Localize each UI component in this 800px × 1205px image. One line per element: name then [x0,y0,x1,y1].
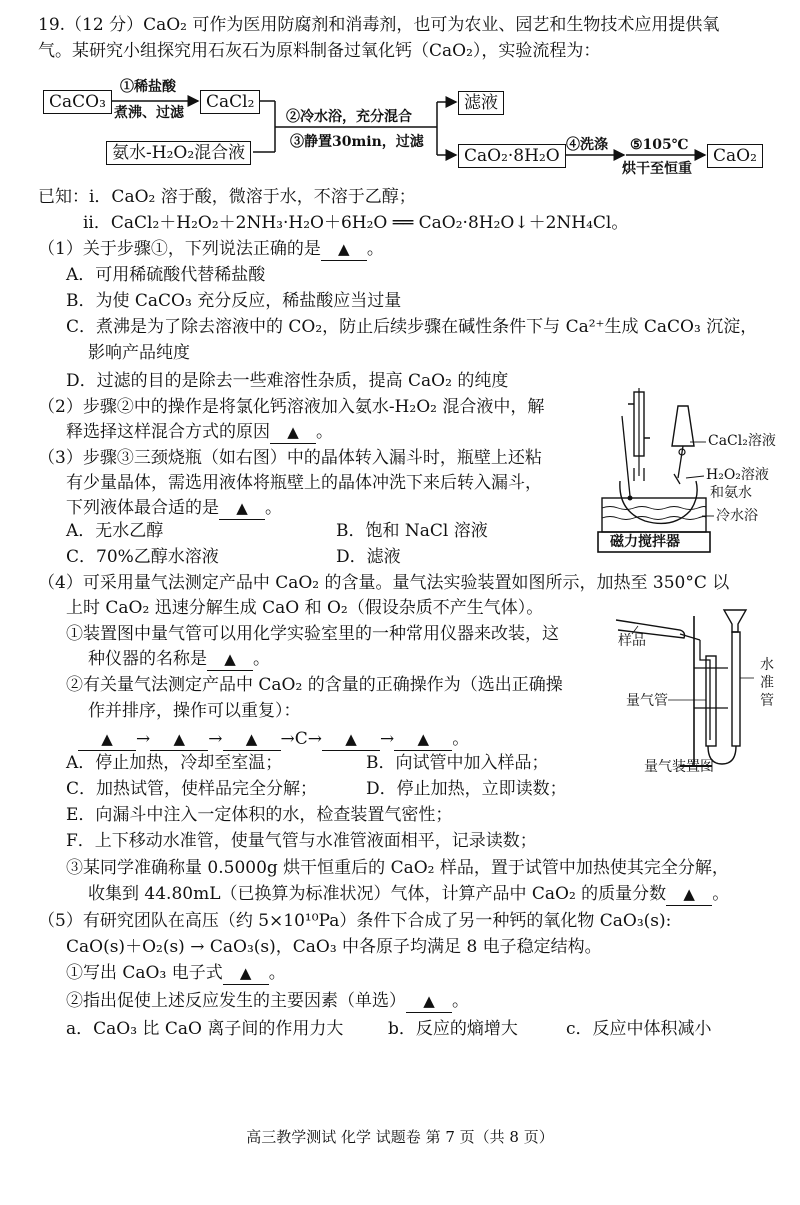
answer-triangle-icon: ▲ [338,240,350,258]
gas-label-level-3: 管 [760,693,774,709]
answer-triangle-icon: ▲ [224,650,236,668]
flow-box-cao2-hydrate: CaO₂·8H₂O [458,144,566,168]
q4-sub1-line-1: ①装置图中量气管可以用化学实验室里的一种常用仪器来改装，这 [66,624,559,644]
answer-triangle-icon: ▲ [287,423,299,441]
answer-triangle-icon: ▲ [245,730,258,748]
q4-option-b: B．向试管中加入样品； [366,753,549,773]
q1-option-b: B．为使 CaCO₃ 充分反应，稀盐酸应当过量 [66,291,402,311]
gas-label-burette: 量气管 [626,693,668,709]
flow-box-mixture: 氨水-H₂O₂混合液 [106,141,251,165]
q4-sub3-tail: 。 [712,884,730,904]
flow-box-filtrate: 滤液 [458,91,504,115]
q1-option-c-line-2: 影响产品纯度 [88,343,190,363]
flow-step5-temp: ⑤105℃ [630,137,689,153]
q2-tail: 。 [316,422,333,442]
q1-option-a: A．可用稀硫酸代替稀盐酸 [66,265,266,285]
question-intro-line-1: 19.（12 分）CaO₂ 可作为医用防腐剂和消毒剂，也可为农业、园艺和生物技术应用提供氧 [38,15,720,35]
q4-seq-blank-5[interactable] [394,728,452,751]
answer-triangle-icon: ▲ [345,730,357,748]
flow-chart [0,80,800,180]
q4-line-2: 上时 CaO₂ 迅速分解生成 CaO 和 O₂（假设杂质不产生气体）。 [66,598,544,618]
page-footer: 高三教学测试 化学 试题卷 第 7 页（共 8 页） [246,1128,554,1146]
known-line-2: ii．CaCl₂＋H₂O₂＋2NH₃·H₂O＋6H₂O ══ CaO₂·8H₂O↓＋2NH₄Cl。 [83,213,629,233]
answer-triangle-icon: ▲ [417,730,430,748]
q5-sub1-answer-blank[interactable] [223,962,269,985]
q1-stem-text: （1）关于步骤①，下列说法正确的是 [38,239,321,259]
q4-seq-blank-1[interactable] [78,728,136,751]
q5-line-1: （5）有研究团队在高压（约 5×10¹⁰Pa）条件下合成了另一种钙的氧化物 CaO₃(s): [38,911,672,931]
q5-option-b: b．反应的熵增大 [388,1019,518,1039]
flow-step1-operation: 煮沸、过滤 [114,105,184,121]
q3-line-3 [66,497,282,520]
flask-apparatus-figure [590,386,790,556]
known-line-1: 已知：i．CaO₂ 溶于酸，微溶于水，不溶于乙醇； [38,187,416,207]
q3-option-b: B．饱和 NaCl 溶液 [336,521,488,541]
gas-measurement-figure [608,596,788,776]
q4-sub3-line-1: ③某同学准确称量 0.5000g 烘干恒重后的 CaO₂ 样品，置于试管中加热使其完全分解， [66,858,729,878]
gas-figure-caption: 量气装置图 [644,759,714,775]
q4-sub2-line-2: 作并排序，操作可以重复）： [88,701,301,721]
gas-label-level-1: 水 [760,657,774,673]
q3-option-d: D．滤液 [336,547,401,567]
q4-line-1: （4）可采用量气法测定产品中 CaO₂ 的含量。量气法实验装置如图所示，加热至 350°C 以 [38,573,730,593]
answer-triangle-icon: ▲ [683,885,695,903]
q3-option-c: C．70%乙醇水溶液 [66,547,219,567]
q4-seq-tail: 。 [452,729,470,749]
flask-label-cacl2: CaCl₂溶液 [708,433,776,449]
q4-sub1-line-2 [88,648,270,671]
q3-option-a: A．无水乙醇 [66,521,164,541]
q3-line-3-text: 下列液体最合适的是 [66,498,219,518]
q5-sub2 [66,990,469,1013]
flow-step5-operation: 烘干至恒重 [622,161,692,177]
q5-option-a: a．CaO₃ 比 CaO 离子间的作用力大 [66,1019,344,1039]
q1-answer-blank[interactable] [321,238,367,261]
q4-option-a: A．停止加热，冷却至室温； [66,753,283,773]
flask-label-h2o2-1: H₂O₂溶液 [706,467,769,483]
q5-sub1 [66,962,286,985]
flow-step3-label: ③静置30min，过滤 [290,134,424,150]
q2-line-2-text: 释选择这样混合方式的原因 [66,422,270,442]
q4-seq-blank-2[interactable] [150,728,208,751]
q3-line-2: 有少量晶体，需选用液体将瓶壁上的晶体冲洗下来后转入漏斗， [66,473,542,493]
q2-line-2 [66,421,333,444]
q5-sub2-text: ②指出促使上述反应发生的主要因素（单选） [66,991,406,1011]
answer-triangle-icon: ▲ [239,964,252,982]
q1-option-c-line-1: C．煮沸是为了除去溶液中的 CO₂，防止后续步骤在碱性条件下与 Ca²⁺生成 CaCO₃ 沉淀， [66,317,758,337]
flow-box-cacl2: CaCl₂ [200,90,260,114]
q4-sub1-text: 种仪器的名称是 [88,649,207,669]
q4-sequence: ▲ → ▲ → ▲ →C→ ▲ → ▲ 。 [78,728,469,751]
flow-box-cao2: CaO₂ [707,144,763,168]
q3-line-1: （3）步骤③三颈烧瓶（如右图）中的晶体转入漏斗时，瓶壁上还粘 [38,448,542,468]
flow-box-caco3: CaCO₃ [43,90,112,114]
q1-tail: 。 [366,239,384,259]
q4-sub1-answer-blank[interactable] [207,648,253,671]
q1-stem [38,238,384,261]
answer-triangle-icon: ▲ [173,730,186,748]
q2-line-1: （2）步骤②中的操作是将氯化钙溶液加入氨水-H₂O₂ 混合液中，解 [38,397,545,417]
flask-label-stirrer: 磁力搅拌器 [610,534,680,550]
q4-sub3-line-2 [88,883,729,906]
q3-tail: 。 [265,498,282,518]
q5-sub2-answer-blank[interactable] [406,990,452,1013]
flow-step4-label: ④洗涤 [566,137,608,153]
q4-sub1-tail: 。 [253,649,270,669]
q4-option-d: D．停止加热，立即读数； [366,779,567,799]
q4-seq-blank-3[interactable] [223,728,281,751]
q1-option-d: D．过滤的目的是除去一些难溶性杂质，提高 CaO₂ 的纯度 [66,371,509,391]
answer-triangle-icon: ▲ [101,730,113,748]
flow-step1-reagent: ①稀盐酸 [120,79,176,95]
q5-sub1-tail: 。 [268,963,286,983]
q2-answer-blank[interactable] [270,421,316,444]
q5-sub1-text: ①写出 CaO₃ 电子式 [66,963,223,983]
question-intro-line-2: 气。某研究小组探究用石灰石为原料制备过氧化钙（CaO₂），实验流程为： [38,41,601,61]
flask-label-h2o2-2: 和氨水 [710,485,752,501]
q4-seq-c: C [294,729,308,749]
flask-label-bath: 冷水浴 [716,508,758,524]
gas-label-level-2: 准 [760,675,774,691]
q4-option-f: F．上下移动水准管，使量气管与水准管液面相平，记录读数； [66,831,537,851]
q4-sub3-text: 收集到 44.80mL（已换算为标准状况）气体，计算产品中 CaO₂ 的质量分数 [88,884,667,904]
answer-triangle-icon: ▲ [236,499,248,517]
q4-seq-blank-4[interactable] [322,728,380,751]
gas-label-sample: 样品 [618,633,646,649]
q4-sub2-line-1: ②有关量气法测定产品中 CaO₂ 的含量的正确操作为（选出正确操 [66,675,563,695]
q5-sub2-tail: 。 [452,991,469,1011]
q3-answer-blank[interactable] [219,497,265,520]
q4-option-c: C．加热试管，使样品完全分解； [66,779,318,799]
flow-step2-label: ②冷水浴，充分混合 [286,109,412,125]
answer-triangle-icon: ▲ [423,992,435,1010]
q4-option-e: E．向漏斗中注入一定体积的水，检查装置气密性； [66,805,453,825]
q5-option-c: c．反应中体积减小 [566,1019,712,1039]
q4-sub3-answer-blank[interactable] [666,883,712,906]
q5-line-2: CaO(s)＋O₂(s) → CaO₃(s)，CaO₃ 中各原子均满足 8 电子稳定结构。 [66,937,602,957]
